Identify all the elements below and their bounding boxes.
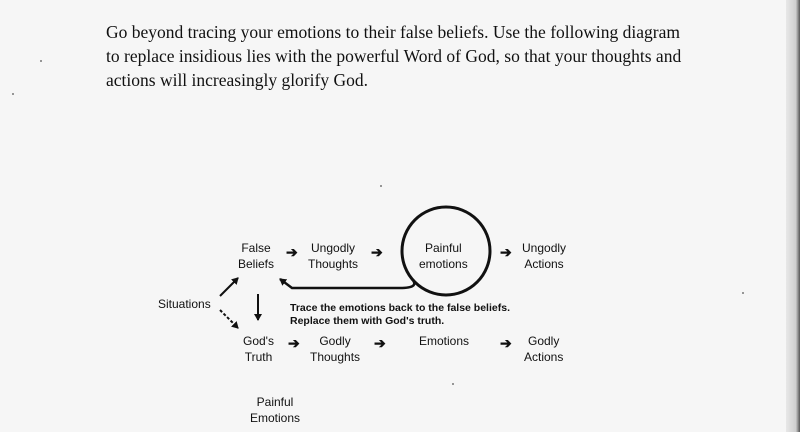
arrow-right-icon: ➔ <box>500 335 512 351</box>
painful-emotions-footer-line-2: Emotions <box>250 411 301 425</box>
situations-to-false-beliefs-arrow <box>220 278 238 296</box>
instruction-note-line-2: Replace them with God's truth. <box>290 315 445 327</box>
ungodly-actions-line-2: Actions <box>524 257 564 271</box>
arrow-right-icon: ➔ <box>286 244 298 260</box>
painful-emotions-line-2: emotions <box>419 257 468 271</box>
scan-speck <box>380 185 382 187</box>
gods-truth-line-2: Truth <box>244 350 273 364</box>
gods-truth-line-1: God's <box>243 334 274 348</box>
arrow-right-icon: ➔ <box>288 335 300 351</box>
intro-line-1: Go beyond tracing your emotions to their false beliefs. Use the following diagram <box>106 22 680 42</box>
ungodly-thoughts-label <box>308 240 358 272</box>
painful-emotions-line-1: Painful <box>425 241 462 255</box>
false-beliefs-line-2: Beliefs <box>238 257 275 271</box>
godly-actions-line-2: Actions <box>524 350 564 364</box>
painful-emotions-footer-line-1: Painful <box>256 395 294 409</box>
painful-emotions-footer <box>250 394 300 426</box>
ungodly-thoughts-line-1: Ungodly <box>311 241 356 255</box>
godly-thoughts-line-1: Godly <box>319 334 351 348</box>
emotions-label: Emotions <box>419 334 470 348</box>
painful-emotions-label <box>419 240 468 272</box>
godly-actions-label <box>524 333 563 365</box>
ungodly-thoughts-line-2: Thoughts <box>308 257 359 271</box>
false-beliefs-label <box>238 240 274 272</box>
intro-line-3: actions will increasingly glorify God. <box>106 70 368 90</box>
arrow-right-icon: ➔ <box>374 335 386 351</box>
godly-thoughts-line-2: Thoughts <box>310 350 361 364</box>
arrow-right-icon: ➔ <box>500 244 512 260</box>
ungodly-actions-line-1: Ungodly <box>522 241 567 255</box>
false-beliefs-line-1: False <box>241 241 271 255</box>
godly-thoughts-label <box>310 333 360 365</box>
scan-speck <box>742 292 744 294</box>
instruction-note <box>290 302 510 328</box>
situations-label: Situations <box>158 297 211 311</box>
feedback-arrow <box>280 279 414 288</box>
situations-to-gods-truth-arrow <box>220 310 238 328</box>
arrow-right-icon: ➔ <box>371 244 383 260</box>
scan-speck <box>40 60 42 62</box>
scan-speck <box>452 383 454 385</box>
instruction-note-line-1: Trace the emotions back to the false beliefs. <box>290 302 510 314</box>
godly-actions-line-1: Godly <box>528 334 560 348</box>
intro-line-2: to replace insidious lies with the powerful Word of God, so that your thoughts and <box>106 46 682 66</box>
gods-truth-label <box>243 333 274 365</box>
ungodly-actions-label <box>522 240 566 272</box>
scan-speck <box>12 93 14 95</box>
